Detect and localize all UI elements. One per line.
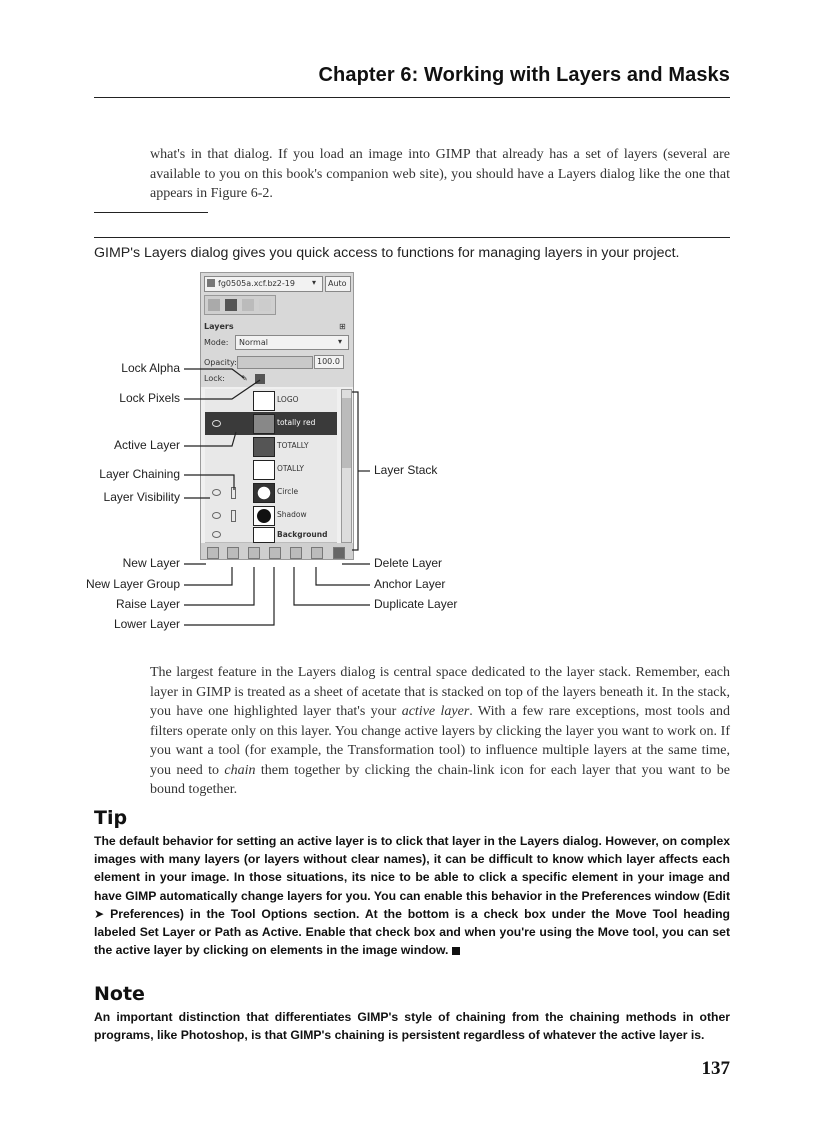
mode-value: Normal xyxy=(239,338,268,347)
figure-caption: GIMP's Layers dialog gives you quick access to functions for managing layers in your project. xyxy=(94,245,680,261)
panel-menu-icon[interactable]: ⊞ xyxy=(339,322,346,331)
body-text-3: them together by clicking the chain-link icon for each layer that you want to be bound together. xyxy=(150,762,730,797)
term-active-layer: active layer xyxy=(401,704,470,719)
page-number: 137 xyxy=(701,1058,730,1079)
leader-duplicate-layer xyxy=(294,567,370,605)
dropdown-arrow-icon: ▾ xyxy=(312,278,317,287)
layer-stack-bracket xyxy=(352,392,358,550)
callout-duplicate-layer: Duplicate Layer xyxy=(374,597,458,611)
body-paragraph xyxy=(150,663,730,800)
layer-name: OTALLY xyxy=(277,464,304,473)
note-heading: Note xyxy=(94,983,145,1005)
callout-new-layer-group: New Layer Group xyxy=(85,577,180,591)
note-text: An important distinction that differentiates GIMP's style of chaining from the chaining methods in other programs, like Photoshop, is that GIMP's chaining is persistent regardless of whatever the active layer is. xyxy=(94,1010,730,1043)
layer-name: Shadow xyxy=(277,510,307,519)
panel-title: Layers xyxy=(204,322,234,331)
callout-new-layer: New Layer xyxy=(122,556,180,570)
tip-heading: Tip xyxy=(94,807,128,829)
layer-name: LOGO xyxy=(277,395,299,404)
callout-anchor-layer: Anchor Layer xyxy=(374,577,446,591)
leader-active-layer xyxy=(184,432,236,446)
tip-body: The default behavior for setting an active layer is to click that layer in the Layers dialog. However, on complex images with many layers (or layers without clear names), it can be difficult to know which layer affects each element in your image. In those situations, its nice to be able to click a specific element in your image and have GIMP automatically change layers for you. You can enable this behavior in the Preferences window (Edit ➤ Preferences) in the Tool Options section. At the bottom is a check box under the Move Tool heading labeled Set Layer or Path as Active. Enable that check box and when you're using the Move tool, you can set the active layer by clicking on elements in the image window. xyxy=(94,834,730,958)
layer-name: Circle xyxy=(277,487,299,496)
callout-delete-layer: Delete Layer xyxy=(374,556,443,570)
chapter-title: Chapter 6: Working with Layers and Masks xyxy=(318,64,730,86)
callout-raise-layer: Raise Layer xyxy=(115,597,180,611)
leader-lock-alpha xyxy=(184,369,244,378)
callout-active-layer: Active Layer xyxy=(113,438,180,452)
callout-layer-visibility: Layer Visibility xyxy=(103,490,180,504)
callout-lower-layer: Lower Layer xyxy=(113,617,180,631)
body-text-1: The largest feature in the Layers dialog is central space dedicated to the layer stack. Remember, each layer in GIMP is treated as a sheet of acetate that is stacked on top of the layers beneath it. In the stack, you have one highlighted layer that's your xyxy=(150,665,730,719)
body-text-2: . With a few rare exceptions, most tools and filters operate only on this layer. You change active layers by clicking the layer you want to work on. If you want a tool (for example, the Transformation tool) to influence multiple layers at the same time, you need to xyxy=(150,704,731,778)
callout-lock-alpha: Lock Alpha xyxy=(121,361,180,375)
leader-new-layer-group xyxy=(184,567,232,585)
callout-lock-pixels: Lock Pixels xyxy=(119,391,180,405)
mode-dropdown-icon: ▾ xyxy=(338,337,343,346)
opacity-value: 100.0 xyxy=(317,357,340,366)
layer-name: Background xyxy=(277,530,328,539)
tip-text xyxy=(94,832,730,959)
opacity-label: Opacity: xyxy=(204,358,237,367)
leader-layer-chaining xyxy=(184,475,234,490)
callout-layer-stack: Layer Stack xyxy=(374,463,438,477)
mode-label: Mode: xyxy=(204,338,229,347)
callout-layer-chaining: Layer Chaining xyxy=(99,467,180,481)
end-of-tip-icon xyxy=(452,947,460,955)
leader-lock-pixels xyxy=(184,380,260,399)
leader-lower-layer xyxy=(184,567,274,625)
image-name: fg0505a.xcf.bz2-19 xyxy=(218,279,295,288)
leader-anchor-layer xyxy=(316,567,370,585)
leader-raise-layer xyxy=(184,567,254,605)
term-chain: chain xyxy=(224,762,256,778)
intro-paragraph: what's in that dialog. If you load an image into GIMP that already has a set of layers (several are available to you on this book's companion web site), you should have a Layers dialog like the one that appears in Figure 6-2. xyxy=(150,147,730,201)
lock-label: Lock: xyxy=(204,374,225,383)
layer-name: totally red xyxy=(277,418,316,427)
auto-button-label: Auto xyxy=(328,279,347,288)
lock-alpha-toggle-icon[interactable]: ✎ xyxy=(241,374,248,383)
layer-name: TOTALLY xyxy=(277,441,309,450)
